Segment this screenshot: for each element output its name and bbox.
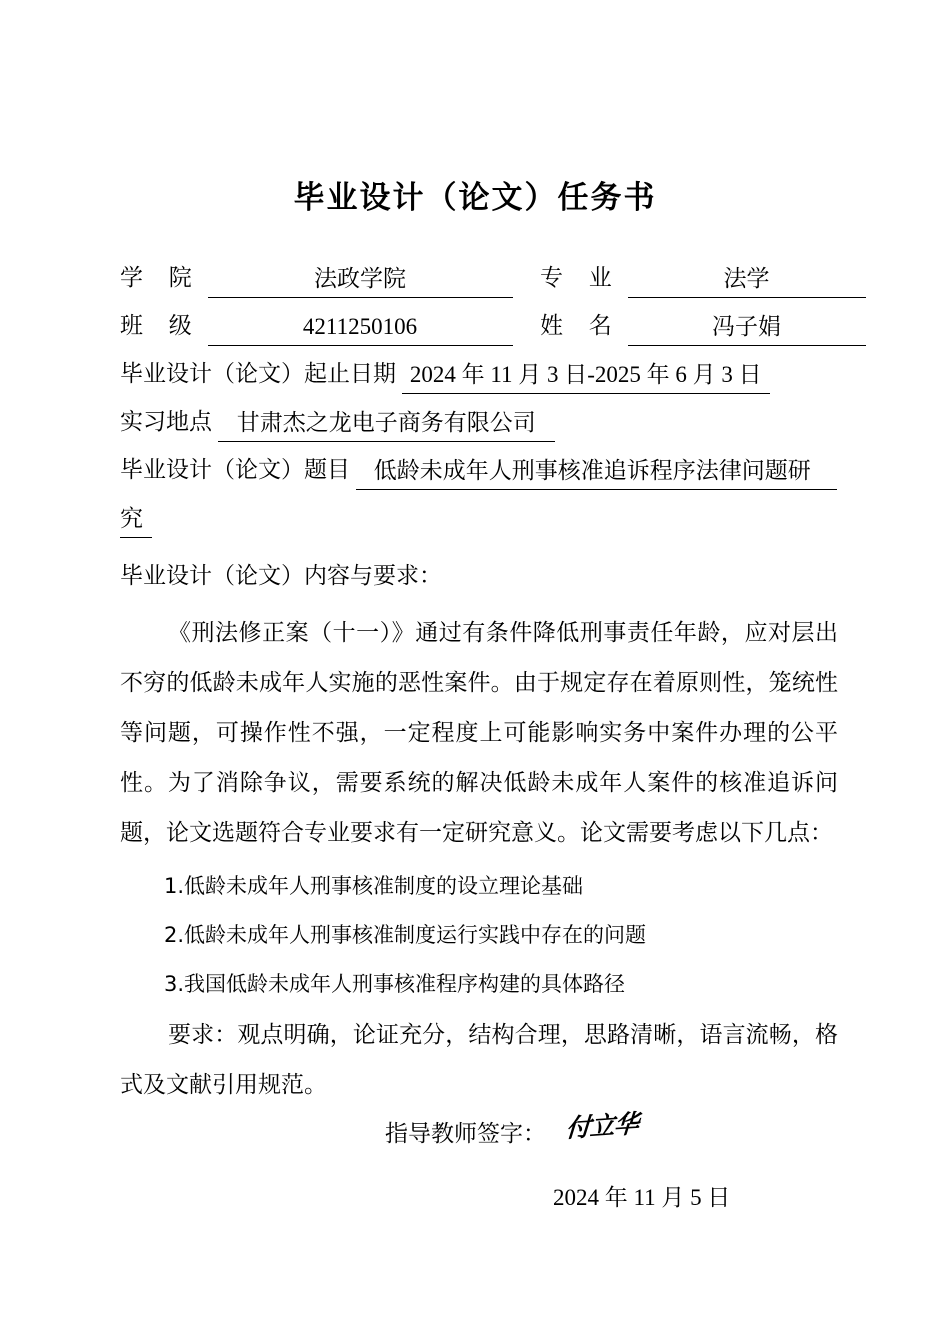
date-range-label: 毕业设计（论文）起止日期 xyxy=(120,361,396,386)
content-section-label: 毕业设计（论文）内容与要求： xyxy=(120,563,442,588)
supervisor-signature-label: 指导教师签字： xyxy=(385,1120,546,1146)
form-row-college-major xyxy=(120,258,830,306)
major-label: 专 业 xyxy=(540,265,622,290)
signature-date: 2024 年 11 月 5 日 xyxy=(553,1185,731,1210)
college-value[interactable]: 法政学院 xyxy=(208,260,513,298)
form-row-topic xyxy=(120,450,830,498)
content-points-list xyxy=(120,862,838,1009)
topic-value-line-2[interactable]: 究 xyxy=(120,500,152,538)
major-value[interactable]: 法学 xyxy=(628,260,866,298)
student-name-value[interactable]: 冯子娟 xyxy=(628,308,866,346)
form-row-class-name xyxy=(120,306,830,354)
topic-value-line-1[interactable]: 低龄未成年人刑事核准追诉程序法律问题研 xyxy=(356,452,837,490)
class-value[interactable]: 4211250106 xyxy=(208,308,513,346)
supervisor-signature-row xyxy=(385,1108,639,1154)
internship-label: 实习地点 xyxy=(120,409,212,434)
form-row-internship xyxy=(120,402,830,450)
content-paragraph: 《刑法修正案（十一）》通过有条件降低刑事责任年龄，应对层出不穷的低龄未成年人实施的恶性案件。由于规定存在着原则性，笼统性等问题，可操作性不强，一定程度上可能影响实务中案件办理的公平性。为了消除争议，需要系统的解决低龄未成年人案件的核准追诉问题，论文选题符合专业要求有一定研究意义。论文需要考虑以下几点： xyxy=(120,620,838,845)
form-fields xyxy=(120,258,830,546)
content-requirements: 要求：观点明确，论证充分，结构合理，思路清晰，语言流畅，格式及文献引用规范。 xyxy=(120,1022,838,1097)
student-name-label: 姓 名 xyxy=(540,313,622,338)
topic-label: 毕业设计（论文）题目 xyxy=(120,457,350,482)
form-row-date-range xyxy=(120,354,830,402)
list-item: 3.我国低龄未成年人刑事核准程序构建的具体路径 xyxy=(164,972,626,996)
list-item: 2.低龄未成年人刑事核准制度运行实践中存在的问题 xyxy=(164,923,647,947)
class-label: 班 级 xyxy=(120,313,202,338)
date-range-value[interactable]: 2024 年 11 月 3 日-2025 年 6 月 3 日 xyxy=(402,356,770,394)
college-label: 学 院 xyxy=(120,265,202,290)
supervisor-signature-value: 付立华 xyxy=(564,1108,639,1143)
page-title: 毕业设计（论文）任务书 xyxy=(293,180,657,215)
form-row-topic-continued xyxy=(120,498,830,546)
internship-value[interactable]: 甘肃杰之龙电子商务有限公司 xyxy=(218,404,555,442)
list-item: 1.低龄未成年人刑事核准制度的设立理论基础 xyxy=(164,874,584,898)
